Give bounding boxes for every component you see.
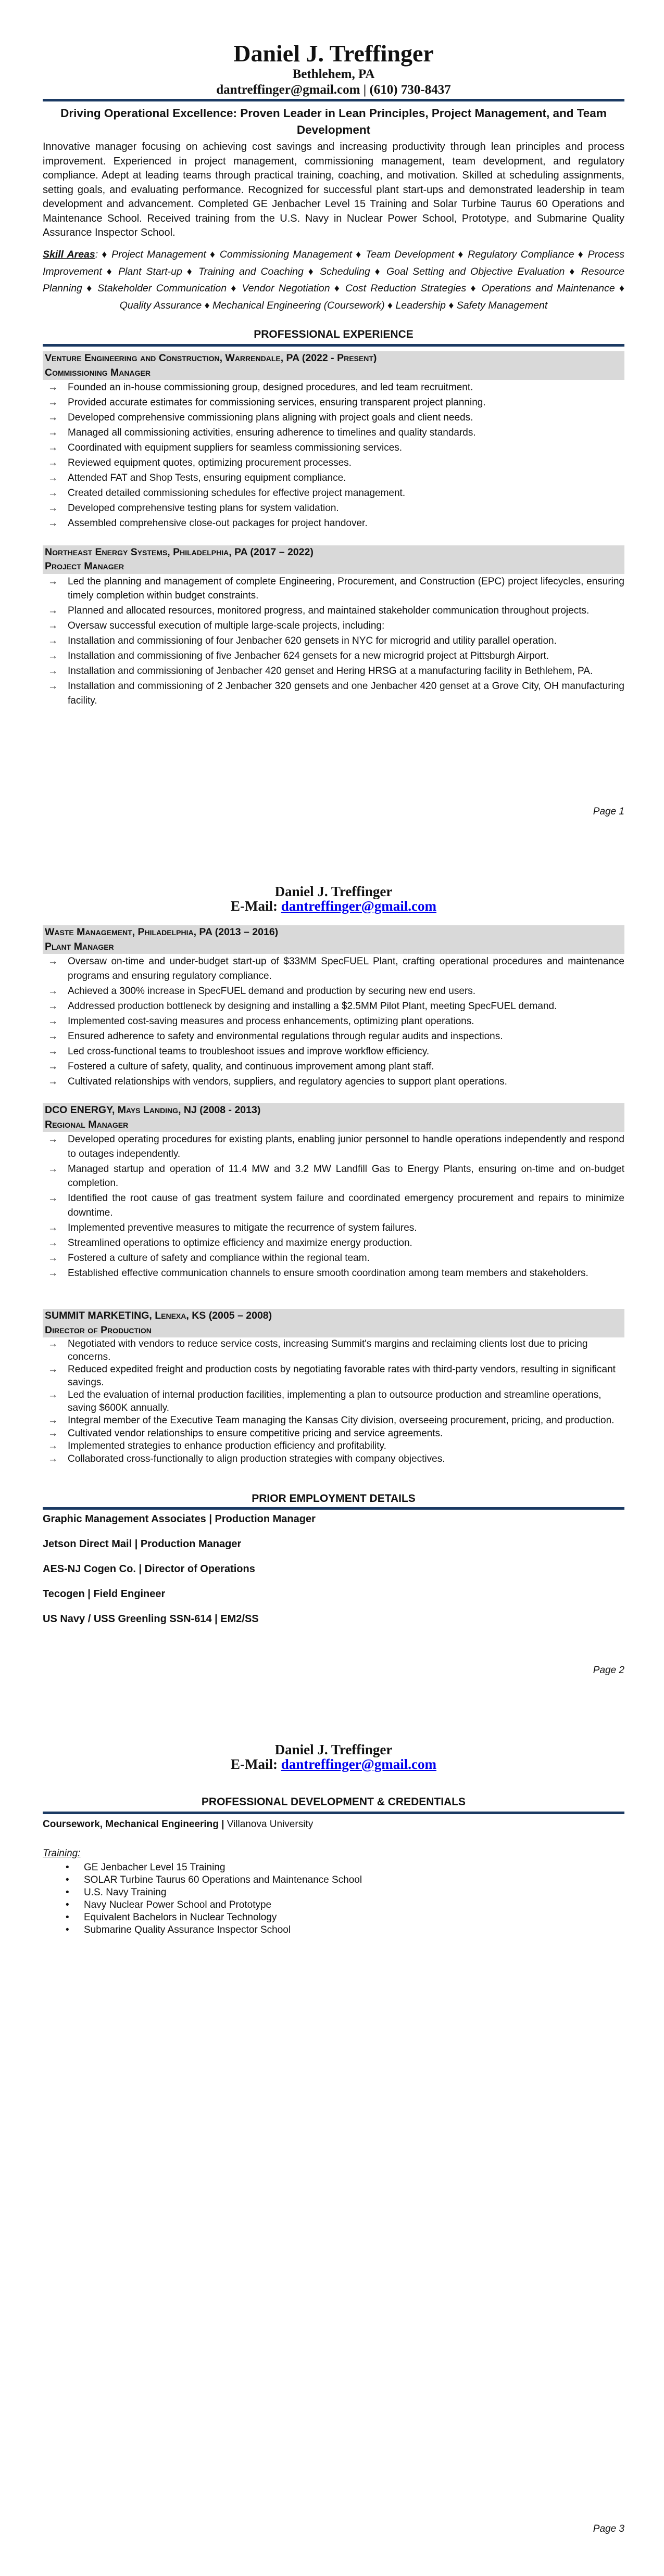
- bullet-text: Fostered a culture of safety and compliance within the regional team.: [68, 1252, 370, 1264]
- arrow-right-icon: →: [48, 1222, 58, 1233]
- job-entry: [43, 1309, 624, 1465]
- bullet-text: Led cross-functional teams to troubleshoot issues and improve workflow efficiency.: [68, 1045, 430, 1057]
- job-header: [43, 545, 624, 574]
- skill-item: Commissioning Management: [219, 249, 353, 260]
- arrow-right-icon: →: [48, 635, 58, 646]
- bullet-text: Implemented cost-saving measures and process enhancements, optimizing plant operations.: [68, 1015, 474, 1027]
- list-item: [43, 1236, 624, 1251]
- training-item: [43, 1911, 624, 1924]
- email-link[interactable]: dantreffinger@gmail.com: [281, 1756, 437, 1772]
- arrow-right-icon: →: [48, 1389, 58, 1400]
- bullet-text: Attended FAT and Shop Tests, ensuring equipment compliance.: [68, 473, 346, 483]
- training-label: Training:: [43, 1848, 81, 1859]
- diamond-separator-icon: ♦: [374, 265, 382, 277]
- bullet-icon: •: [66, 1862, 69, 1873]
- headline: Driving Operational Excellence: Proven Leader in Lean Principles, Project Management, and Team Development: [60, 107, 607, 136]
- skill-item: Vendor Negotiation: [242, 283, 330, 294]
- diamond-separator-icon: ♦: [209, 249, 216, 260]
- candidate-name: Daniel J. Treffinger: [274, 884, 393, 899]
- skill-item: Training and Coaching: [198, 265, 304, 277]
- list-item: [43, 1389, 624, 1414]
- list-item: [43, 441, 624, 455]
- candidate-name: Daniel J. Treffinger: [274, 1742, 393, 1757]
- list-item: [43, 411, 624, 425]
- skill-item: Project Management: [111, 249, 206, 260]
- arrow-right-icon: →: [48, 605, 58, 616]
- arrow-right-icon: →: [48, 473, 58, 483]
- arrow-right-icon: →: [48, 1415, 58, 1426]
- list-item: [43, 1221, 624, 1235]
- bullet-text: Installation and commissioning of four Jenbacher 620 gensets in NYC for microgrid and utility parallel operation.: [68, 635, 557, 646]
- job-header: [43, 1309, 624, 1337]
- list-item: [43, 516, 624, 531]
- list-item: [43, 1060, 624, 1074]
- job-header: [43, 1103, 624, 1132]
- list-item: [43, 426, 624, 440]
- arrow-right-icon: →: [48, 457, 58, 468]
- bullet-icon: •: [66, 1874, 69, 1885]
- training-item: [43, 1874, 624, 1886]
- list-item: [43, 1029, 624, 1044]
- email-line: [43, 1757, 624, 1771]
- arrow-right-icon: →: [48, 1427, 58, 1439]
- diamond-separator-icon: ♦: [86, 283, 93, 294]
- education-school: Villanova University: [224, 1819, 314, 1830]
- diamond-separator-icon: ♦: [458, 249, 465, 260]
- diamond-separator-icon: ♦: [569, 265, 577, 277]
- bullet-text: Led the planning and management of complete Engineering, Procurement, and Construction (EPC) project lifecycles, ensuring timely completion within budget constraints.: [68, 576, 624, 601]
- prior-employment-item: Tecogen | Field Engineer: [43, 1588, 166, 1600]
- bullet-icon: •: [66, 1899, 69, 1910]
- arrow-right-icon: →: [48, 985, 58, 997]
- arrow-right-icon: →: [48, 1030, 58, 1042]
- arrow-right-icon: →: [48, 1453, 58, 1464]
- arrow-right-icon: →: [48, 1338, 58, 1349]
- diamond-separator-icon: ♦: [308, 265, 316, 277]
- experience-list-page2b: [43, 1309, 624, 1480]
- bullet-text: Cultivated relationships with vendors, suppliers, and regulatory agencies to support plant operations.: [68, 1076, 507, 1087]
- skill-areas-label: Skill Areas: [43, 249, 95, 260]
- arrow-right-icon: →: [48, 651, 58, 661]
- email-label: E-Mail:: [230, 1756, 278, 1772]
- bullet-text: Led the evaluation of internal production facilities, implementing a plan to outsource production and streamline operations, saving $600K annually.: [68, 1389, 602, 1413]
- list-item: [43, 604, 624, 618]
- bullet-text: Cultivated vendor relationships to ensure competitive pricing and service agreements.: [68, 1427, 443, 1439]
- arrow-right-icon: →: [48, 1163, 58, 1175]
- contact-line: dantreffinger@gmail.com | (610) 730-8437: [216, 83, 451, 97]
- bullet-icon: •: [66, 1887, 69, 1898]
- skill-item: Quality Assurance: [119, 299, 202, 311]
- job-entry: [43, 545, 624, 708]
- training-text: SOLAR Turbine Taurus 60 Operations and Maintenance School: [84, 1874, 362, 1885]
- list-item: [43, 664, 624, 679]
- list-item: [43, 1251, 624, 1266]
- bullet-text: Implemented preventive measures to mitigate the recurrence of system failures.: [68, 1222, 417, 1233]
- arrow-right-icon: →: [48, 1364, 58, 1375]
- prior-employment-list: [43, 1513, 624, 1638]
- prior-employment-item: Jetson Direct Mail | Production Manager: [43, 1538, 242, 1550]
- bullet-text: Installation and commissioning of Jenbacher 420 genset and Hering HRSG at a manufacturing facility in Bethlehem, PA.: [68, 666, 593, 677]
- skill-item: Mechanical Engineering (Coursework): [212, 299, 385, 311]
- list-item: [43, 1044, 624, 1059]
- arrow-right-icon: →: [48, 1076, 58, 1087]
- arrow-right-icon: →: [48, 412, 58, 423]
- experience-list-page2: [43, 925, 624, 1295]
- training-text: Navy Nuclear Power School and Prototype: [84, 1899, 272, 1910]
- bullet-text: Oversaw successful execution of multiple large-scale projects, including:: [68, 620, 385, 631]
- prior-employment-item: AES-NJ Cogen Co. | Director of Operations: [43, 1563, 255, 1575]
- list-item: [43, 396, 624, 410]
- training-block: [43, 1847, 624, 1936]
- list-item: [43, 1440, 624, 1453]
- job-bullets: [43, 1132, 624, 1280]
- training-item: [43, 1886, 624, 1899]
- page-1: [0, 0, 664, 859]
- diamond-separator-icon: ♦: [204, 299, 210, 311]
- skill-item: Stakeholder Communication: [97, 283, 227, 294]
- bullet-text: Provided accurate estimates for commissioning services, ensuring transparent project planning.: [68, 397, 486, 408]
- arrow-right-icon: →: [48, 518, 58, 529]
- header-rule: [43, 99, 624, 101]
- job-entry: [43, 351, 624, 531]
- list-item: [43, 501, 624, 516]
- list-item: [43, 1338, 624, 1363]
- arrow-right-icon: →: [48, 956, 58, 967]
- prior-employment-item: Graphic Management Associates | Production Manager: [43, 1513, 316, 1525]
- list-item: [43, 1414, 624, 1427]
- arrow-right-icon: →: [48, 666, 58, 677]
- list-item: [43, 1075, 624, 1089]
- bullet-text: Oversaw on-time and under-budget start-up of $33MM SpecFUEL Plant, crafting operational procedures and maintenance programs and ensuring regulatory compliance.: [68, 956, 624, 981]
- section-rule: [43, 344, 624, 347]
- skill-item: Leadership: [395, 299, 446, 311]
- email-label: E-Mail:: [230, 898, 278, 914]
- list-item: [43, 649, 624, 664]
- list-item: [43, 1162, 624, 1191]
- summary: Innovative manager focusing on achieving cost savings and increasing productivity through lean principles and process improvement. Experienced in project management, commissioning management, team development, and regulatory compliance. Adept at leading teams through practical training, coaching, and motivation. Skilled at scheduling assignments, setting goals, and evaluating performance. Recognized for successful plant start-ups and demonstrated leadership in team development and advancement. Completed GE Jenbacher Level 15 Training and Solar Turbine Taurus 60 Operations and Maintenance School. Received training from the U.S. Navy in Nuclear Power School, Prototype, and Submarine Quality Assurance Inspector School.: [43, 141, 624, 238]
- diamond-separator-icon: ♦: [387, 299, 393, 311]
- bullet-text: Addressed production bottleneck by designing and installing a $2.5MM Pilot Plant, meeting SpecFUEL demand.: [68, 1000, 557, 1012]
- email-line: [43, 899, 624, 913]
- diamond-separator-icon: ♦: [186, 265, 194, 277]
- bullet-text: Managed startup and operation of 11.4 MW and 3.2 MW Landfill Gas to Energy Plants, ensuring on-time and on-budget completion.: [68, 1163, 624, 1189]
- job-bullets: [43, 380, 624, 531]
- training-item: [43, 1924, 624, 1936]
- arrow-right-icon: →: [48, 1061, 58, 1072]
- skill-item: Regulatory Compliance: [468, 249, 574, 260]
- bullet-text: Negotiated with vendors to reduce service costs, increasing Summit's margins and reclaiming clients lost due to pricing concerns.: [68, 1338, 588, 1362]
- list-item: [43, 380, 624, 395]
- list-item: [43, 619, 624, 633]
- arrow-right-icon: →: [48, 681, 58, 692]
- bullet-text: Collaborated cross-functionally to align production strategies with company objectives.: [68, 1453, 445, 1464]
- list-item: [43, 1014, 624, 1029]
- training-item: [43, 1861, 624, 1874]
- arrow-right-icon: →: [48, 503, 58, 514]
- job-entry: [43, 1103, 624, 1280]
- section-prior-employment: PRIOR EMPLOYMENT DETAILS: [252, 1493, 416, 1504]
- diamond-separator-icon: ♦: [102, 249, 108, 260]
- bullet-text: Identified the root cause of gas treatment system failure and coordinated emergency procurement and repairs to minimize downtime.: [68, 1193, 624, 1218]
- bullet-text: Implemented strategies to enhance production efficiency and profitability.: [68, 1440, 386, 1451]
- company-line: Venture Engineering and Construction, Warrendale, PA (2022 - Present): [45, 352, 377, 364]
- bullet-text: Installation and commissioning of five Jenbacher 624 gensets for a new microgrid project at Pittsburgh Airport.: [68, 651, 549, 661]
- list-item: [43, 1427, 624, 1440]
- company-line: SUMMIT MARKETING, Lenexa, KS (2005 – 2008): [45, 1310, 272, 1321]
- list-item: [43, 486, 624, 501]
- bullet-text: Reviewed equipment quotes, optimizing procurement processes.: [68, 457, 352, 468]
- skill-item: Cost Reduction Strategies: [345, 283, 467, 294]
- education-degree: Coursework, Mechanical Engineering |: [43, 1819, 224, 1830]
- list-item: [43, 1132, 624, 1161]
- job-title: Regional Manager: [45, 1118, 129, 1130]
- diamond-separator-icon: ♦: [231, 283, 238, 294]
- bullet-text: Assembled comprehensive close-out packages for project handover.: [68, 518, 368, 529]
- job-bullets: [43, 954, 624, 1089]
- bullet-text: Integral member of the Executive Team managing the Kansas City division, overseeing procurement, pricing, and production.: [68, 1415, 615, 1426]
- company-line: DCO ENERGY, Mays Landing, NJ (2008 - 2013): [45, 1104, 261, 1116]
- bullet-text: Established effective communication channels to ensure smooth coordination among team members and stakeholders.: [68, 1267, 588, 1279]
- arrow-right-icon: →: [48, 1193, 58, 1204]
- list-item: [43, 1453, 624, 1466]
- company-line: Waste Management, Philadelphia, PA (2013 – 2016): [45, 926, 279, 938]
- page-3: [0, 1717, 664, 2576]
- skill-item: Team Development: [366, 249, 455, 260]
- page-number: Page 3: [593, 2523, 624, 2534]
- job-title: Director of Production: [45, 1324, 152, 1336]
- list-item: [43, 679, 624, 708]
- skill-item: Safety Management: [456, 299, 548, 311]
- page-number: Page 1: [593, 806, 624, 817]
- bullet-icon: •: [66, 1912, 69, 1923]
- training-text: GE Jenbacher Level 15 Training: [84, 1862, 225, 1873]
- list-item: [43, 575, 624, 603]
- bullet-text: Fostered a culture of safety, quality, and continuous improvement among plant staff.: [68, 1061, 434, 1072]
- candidate-name: Daniel J. Treffinger: [233, 40, 434, 67]
- list-item: [43, 1363, 624, 1389]
- skill-item: Resource Planning: [43, 265, 625, 294]
- bullet-text: Managed all commissioning activities, ensuring adherence to timelines and quality standards.: [68, 427, 476, 438]
- bullet-text: Founded an in-house commissioning group, designed procedures, and led team recruitment.: [68, 382, 473, 393]
- skill-item: Operations and Maintenance: [481, 283, 615, 294]
- arrow-right-icon: →: [48, 620, 58, 631]
- section-professional-experience: PROFESSIONAL EXPERIENCE: [254, 328, 414, 340]
- list-item: [43, 456, 624, 470]
- training-text: Equivalent Bachelors in Nuclear Technology: [84, 1912, 277, 1923]
- arrow-right-icon: →: [48, 427, 58, 438]
- arrow-right-icon: →: [48, 442, 58, 453]
- list-item: [43, 954, 624, 983]
- job-bullets: [43, 1338, 624, 1465]
- skill-areas: Skill Areas: ♦ Project Management ♦ Commissioning Management ♦ Team Development ♦ Regulatory Compliance ♦ Process Improvement ♦ Plant Start-up ♦ Training and Coaching ♦ Scheduling ♦ Goal Setting and Objective Evaluation ♦ Resource Planning ♦ Stakeholder Communication ♦ Vendor Negotiation ♦ Cost Reduction Strategies ♦ Operations and Maintenance ♦ Quality Assurance ♦ Mechanical Engineering (Coursework) ♦ Leadership ♦ Safety Management: [43, 249, 625, 311]
- job-title: Commissioning Manager: [45, 366, 151, 378]
- diamond-separator-icon: ♦: [334, 283, 341, 294]
- job-header: [43, 925, 624, 954]
- page-number: Page 2: [593, 1665, 624, 1676]
- list-item: [43, 984, 624, 999]
- arrow-right-icon: →: [48, 1237, 58, 1248]
- arrow-right-icon: →: [48, 397, 58, 408]
- experience-list-page1: [43, 351, 624, 722]
- arrow-right-icon: →: [48, 1134, 58, 1145]
- diamond-separator-icon: ♦: [356, 249, 362, 260]
- bullet-text: Streamlined operations to optimize efficiency and maximize energy production.: [68, 1237, 412, 1248]
- list-item: [43, 634, 624, 648]
- job-title: Project Manager: [45, 560, 124, 572]
- section-rule: [43, 1812, 624, 1814]
- diamond-separator-icon: ♦: [470, 283, 478, 294]
- list-item: [43, 1266, 624, 1281]
- email-link[interactable]: dantreffinger@gmail.com: [281, 898, 437, 914]
- arrow-right-icon: →: [48, 1045, 58, 1057]
- arrow-right-icon: →: [48, 576, 58, 587]
- training-item: [43, 1899, 624, 1911]
- list-item: [43, 471, 624, 486]
- arrow-right-icon: →: [48, 1252, 58, 1264]
- page-2: [0, 859, 664, 1717]
- bullet-text: Ensured adherence to safety and environmental regulations through regular audits and inspections.: [68, 1030, 503, 1042]
- bullet-text: Developed operating procedures for existing plants, enabling junior personnel to handle operations independently and respond to outages independently.: [68, 1134, 624, 1159]
- bullet-text: Developed comprehensive commissioning plans aligning with project goals and client needs.: [68, 412, 473, 423]
- skill-item: Scheduling: [320, 265, 370, 277]
- diamond-separator-icon: ♦: [578, 249, 584, 260]
- skill-list: [43, 249, 624, 311]
- bullet-text: Reduced expedited freight and production costs by negotiating favorable rates with third-party vendors, resulting in significant savings.: [68, 1364, 616, 1388]
- diamond-separator-icon: ♦: [448, 299, 454, 311]
- company-line: Northeast Energy Systems, Philadelphia, PA (2017 – 2022): [45, 546, 314, 558]
- bullet-text: Planned and allocated resources, monitored progress, and maintained stakeholder communication throughout projects.: [68, 605, 590, 616]
- list-item: [43, 999, 624, 1014]
- list-item: [43, 1191, 624, 1220]
- bullet-text: Achieved a 300% increase in SpecFUEL demand and production by securing new end users.: [68, 985, 475, 997]
- prior-employment-item: US Navy / USS Greenling SSN-614 | EM2/SS: [43, 1613, 259, 1625]
- job-header: [43, 351, 624, 380]
- arrow-right-icon: →: [48, 1015, 58, 1027]
- section-credentials: PROFESSIONAL DEVELOPMENT & CREDENTIALS: [201, 1796, 466, 1808]
- location: Bethlehem, PA: [292, 67, 375, 81]
- training-text: U.S. Navy Training: [84, 1887, 167, 1898]
- bullet-icon: •: [66, 1924, 69, 1935]
- skill-item: Goal Setting and Objective Evaluation: [386, 265, 565, 277]
- arrow-right-icon: →: [48, 382, 58, 393]
- bullet-text: Created detailed commissioning schedules for effective project management.: [68, 488, 406, 499]
- training-list: [43, 1861, 624, 1936]
- job-entry: [43, 925, 624, 1089]
- arrow-right-icon: →: [48, 1267, 58, 1279]
- arrow-right-icon: →: [48, 488, 58, 499]
- diamond-separator-icon: ♦: [106, 265, 114, 277]
- education-entry: [43, 1818, 624, 1831]
- skill-item: Plant Start-up: [118, 265, 182, 277]
- diamond-separator-icon: ♦: [619, 283, 624, 294]
- section-rule: [43, 1507, 624, 1510]
- job-title: Plant Manager: [45, 940, 114, 952]
- training-text: Submarine Quality Assurance Inspector School: [84, 1924, 291, 1935]
- bullet-text: Installation and commissioning of 2 Jenbacher 320 gensets and one Jenbacher 420 genset at a Grove City, OH manufacturing facility.: [68, 681, 624, 706]
- arrow-right-icon: →: [48, 1440, 58, 1451]
- arrow-right-icon: →: [48, 1000, 58, 1012]
- bullet-text: Coordinated with equipment suppliers for seamless commissioning services.: [68, 442, 403, 453]
- job-bullets: [43, 575, 624, 708]
- skill-item: Process Improvement: [43, 249, 625, 277]
- bullet-text: Developed comprehensive testing plans for system validation.: [68, 503, 339, 514]
